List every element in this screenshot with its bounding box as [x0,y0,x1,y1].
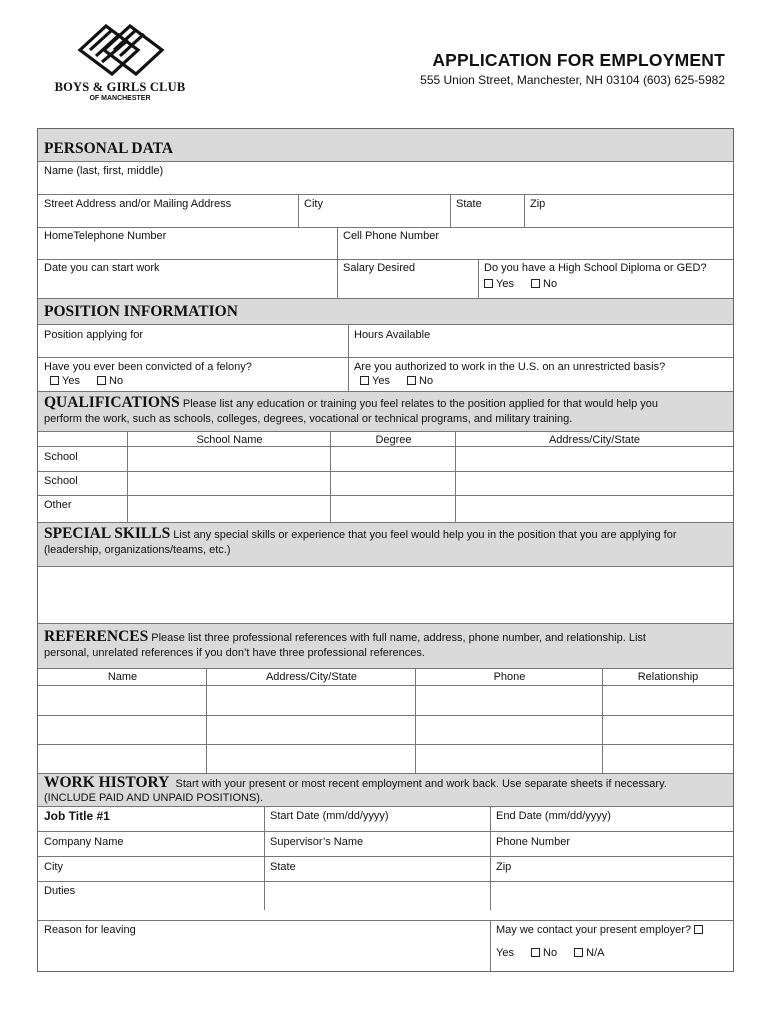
diploma-options [484,278,571,291]
work-history-title: WORK HISTORY [44,774,170,791]
position-applying-field[interactable]: Position applying for [44,329,144,341]
logo-subtitle: OF MANCHESTER [89,95,151,102]
felony-no-checkbox[interactable] [97,375,123,388]
no-label: No [419,375,434,387]
work-history-desc-1: Start with your present or most recent employment and work back. Use separate sheets if necessary. [175,778,667,790]
reason-for-leaving-field[interactable]: Reason for leaving [44,924,136,936]
contact-employer-label: May we contact your present employer? [496,924,692,936]
reference-row[interactable] [38,745,733,772]
diploma-no-checkbox[interactable] [531,278,557,291]
reference-row[interactable] [38,686,733,714]
na-label: N/A [586,947,605,959]
reference-phone-header: Phone [493,671,526,683]
qualification-row-label: Other [44,499,72,511]
reference-row[interactable] [38,716,733,743]
yes-label: Yes [372,375,390,387]
degree-header: Degree [375,434,412,446]
duties-field[interactable]: Duties [44,885,76,897]
job-zip-field[interactable]: Zip [496,861,512,873]
job-state-field[interactable]: State [270,861,296,873]
city-field[interactable]: City [304,198,323,210]
job-title-field[interactable]: Job Title #1 [44,809,110,823]
checkbox-icon [484,279,493,288]
checkbox-icon [407,376,416,385]
contact-employer-question [496,924,706,937]
authorized-options [360,375,447,388]
job-end-date-field[interactable]: End Date (mm/dd/yyyy) [496,810,611,822]
logo-name: BOYS & GIRLS CLUB [54,80,186,94]
checkbox-icon [574,948,583,957]
job-start-date-field[interactable]: Start Date (mm/dd/yyyy) [270,810,389,822]
street-address-field[interactable]: Street Address and/or Mailing Address [44,198,232,210]
reference-address-header: Address/City/State [265,671,358,683]
job-city-field[interactable]: City [44,861,63,873]
name-field[interactable]: Name (last, first, middle) [44,165,164,177]
school-name-header: School Name [196,434,263,446]
work-history-desc-2: (INCLUDE PAID AND UNPAID POSITIONS). [44,792,264,804]
contact-yes-option[interactable] [496,947,514,960]
personal-data-title: PERSONAL DATA [44,140,174,157]
checkbox-icon [50,376,59,385]
yes-label: Yes [496,278,514,290]
club-address: 555 Union Street, Manchester, NH 03104 (603) 625-5982 [420,73,725,87]
references-intro [44,629,730,661]
special-skills-field[interactable] [38,567,733,623]
references-title: REFERENCES [44,628,149,645]
authorized-yes-checkbox[interactable] [360,375,390,388]
checkbox-icon [97,376,106,385]
checkbox-icon [360,376,369,385]
special-skills-title: SPECIAL SKILLS [44,525,171,542]
company-name-field[interactable]: Company Name [44,836,124,848]
position-info-title: POSITION INFORMATION [44,303,238,320]
qualifications-desc-1: Please list any education or training you feel relates to the position applied for that would help you [182,398,658,410]
zip-field[interactable]: Zip [530,198,546,210]
state-field[interactable]: State [456,198,482,210]
authorized-question: Are you authorized to work in the U.S. on an unrestricted basis? [354,361,666,373]
felony-options [50,375,137,388]
special-skills-intro [44,526,730,558]
page-title: APPLICATION FOR EMPLOYMENT [432,50,725,70]
felony-question: Have you ever been convicted of a felony? [44,361,252,373]
contact-employer-checkbox[interactable] [694,925,703,934]
diploma-question: Do you have a High School Diploma or GED? [484,262,707,274]
club-logo-icon [76,22,166,78]
supervisor-name-field[interactable]: Supervisor’s Name [270,836,364,848]
qualifications-desc-2: perform the work, such as schools, colleges, degrees, vocational or technical programs, and military training. [44,413,573,425]
no-label: No [543,947,558,959]
special-skills-desc-2: (leadership, organizations/teams, etc.) [44,544,231,556]
references-desc-1: Please list three professional references with full name, address, phone number, and relationship. List [151,632,646,644]
no-label: No [543,278,558,290]
no-label: No [109,375,124,387]
checkbox-icon [531,948,540,957]
company-phone-field[interactable]: Phone Number [496,836,570,848]
authorized-no-checkbox[interactable] [407,375,433,388]
contact-employer-options [496,947,618,960]
work-history-intro [44,776,730,805]
qualifications-intro [44,395,730,427]
hours-available-field[interactable]: Hours Available [354,329,431,341]
application-form [37,128,734,972]
yes-label: Yes [496,947,514,959]
contact-no-checkbox[interactable] [531,947,557,960]
qualification-row-label: School [44,451,78,463]
club-logo [52,22,192,106]
home-phone-field[interactable]: HomeTelephone Number [44,230,167,242]
contact-na-checkbox[interactable] [574,947,604,960]
qualification-row-label: School [44,475,78,487]
qualifications-title: QUALIFICATIONS [44,394,180,411]
checkbox-icon [531,279,540,288]
references-desc-2: personal, unrelated references if you don’t have three professional references. [44,647,425,659]
diploma-yes-checkbox[interactable] [484,278,514,291]
reference-relationship-header: Relationship [637,671,699,683]
felony-yes-checkbox[interactable] [50,375,80,388]
salary-field[interactable]: Salary Desired [343,262,416,274]
address-header: Address/City/State [548,434,641,446]
special-skills-desc-1: List any special skills or experience that you feel would help you in the position that you are applying for [173,529,677,541]
start-date-field[interactable]: Date you can start work [44,262,160,274]
cell-phone-field[interactable]: Cell Phone Number [343,230,439,242]
reference-name-header: Name [107,671,138,683]
yes-label: Yes [62,375,80,387]
